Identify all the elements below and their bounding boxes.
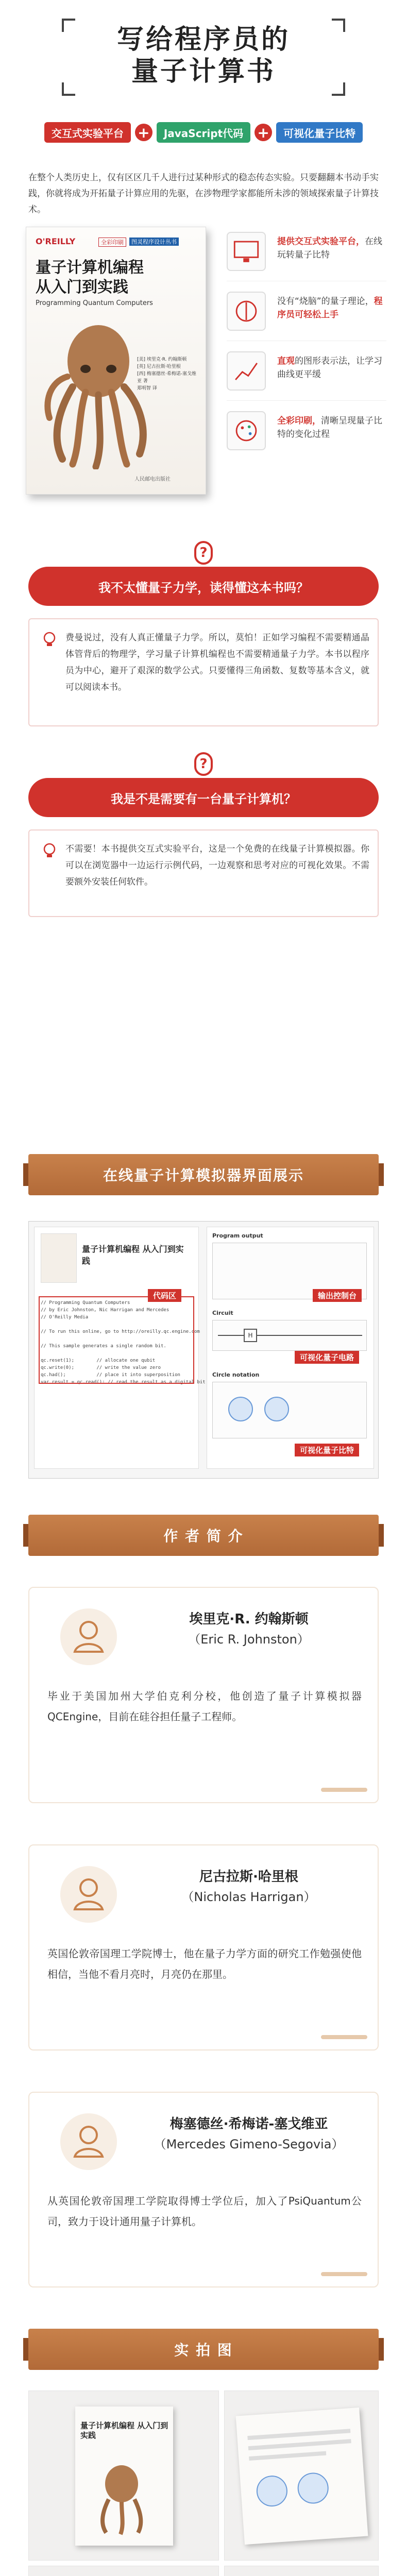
answer-text-1: 费曼说过，没有人真正懂量子力学。所以，莫怕！正如学习编程不需要精通晶体管背后的物理学，学习量子计算机编程也不需要精通量子力学。本书以程序员为中心，避开了艰深的数学公式。只要懂得三角函数、复数等基本含义，就可以阅读本书。 <box>65 633 369 692</box>
author-name: 埃里克·R. 约翰斯顿 <box>189 1612 309 1627</box>
label-output-console: 输出控制台 <box>313 1289 362 1302</box>
feature-tags <box>15 120 392 145</box>
book-title <box>36 258 144 297</box>
octopus-illustration <box>91 2463 152 2535</box>
series-badge: 图灵程序设计丛书 <box>129 238 179 246</box>
plus-icon: + <box>135 124 152 141</box>
question-mark-icon: ? <box>194 541 213 565</box>
program-output-title: Program output <box>212 1232 263 1239</box>
question-banner-2: 我是不是需要有一台量子计算机？ <box>28 778 379 817</box>
feature-item <box>227 281 386 341</box>
hero <box>0 0 407 113</box>
photo-book <box>75 2406 173 2546</box>
product-photo <box>224 2391 379 2561</box>
intro-paragraph: 在整个人类历史上，仅有区区几千人进行过某种形式的稳态传态实验。只要翻翻本书动手实践，你就将成为开拓量子计算应用的先驱，在涉物理学家都能所未涉的领域探索量子计算技术。 <box>28 173 379 215</box>
page-title-line1: 写给程序员的 <box>116 24 290 55</box>
person-icon <box>60 1608 117 1665</box>
qubit-circle <box>264 1397 289 1421</box>
feature-text: 提供交互式实验平台，在线玩转量子比特 <box>277 236 382 260</box>
lightbulb-icon <box>41 842 58 859</box>
bracket-decoration <box>332 19 345 32</box>
section-header-simulator: 在线量子计算模拟器界面展示 <box>28 1154 379 1195</box>
book-title-line1: 量子计算机编程 <box>36 259 144 277</box>
author-english-name: （Nicholas Harrigan） <box>181 1890 316 1904</box>
author-bio: 英国伦敦帝国理工学院博士，他在量子力学方面的研究工作勉强使他相信，当他不看月亮时，月亮仍在那里。 <box>47 1947 362 1980</box>
divider <box>321 2035 367 2039</box>
section-header-photos: 实 拍 图 <box>28 2329 379 2370</box>
section-header-authors: 作 者 简 介 <box>28 1515 379 1556</box>
page-title-line2: 量子计算书 <box>131 56 276 87</box>
title-box <box>62 19 345 96</box>
author-card <box>28 1844 379 2050</box>
book-cover <box>26 227 206 495</box>
product-photo <box>224 2566 379 2576</box>
plus-icon: + <box>255 124 272 141</box>
author-name: 梅塞德丝·希梅诺-塞戈维亚 <box>169 2116 328 2132</box>
product-photo <box>28 2391 219 2561</box>
photo-book-title: 量子计算机编程 从入门到实践 <box>80 2421 168 2440</box>
full-color-badge: 全彩印刷 <box>98 238 126 247</box>
publisher-name: 人民邮电出版社 <box>134 477 171 482</box>
tag-visual-qubits: 可视化量子比特 <box>276 122 363 143</box>
bracket-decoration <box>62 82 75 96</box>
sim-book-title: 量子计算机编程 从入门到实践 <box>82 1244 184 1266</box>
book-title-line2: 从入门到实践 <box>36 278 128 296</box>
author-english-name: （Mercedes Gimeno-Segovia） <box>154 2137 344 2151</box>
octopus-illustration <box>42 320 155 469</box>
author-bio: 毕业于美国加州大学伯克利分校，他创造了量子计算模拟器QCEngine，目前在硅谷担任量子工程师。 <box>47 1690 362 1723</box>
book-authors: [美] 埃里克·R. 约翰斯顿 [英] 尼古拉斯·哈里根 [西] 梅塞德丝·希梅诺-塞戈维亚 著 郑明智 译 <box>137 357 196 391</box>
code-editor[interactable]: // Programming Quantum Computers // by Eric Johnston, Nic Harrigan and Mercedes // O'Reilly Media // To run this online, go to http://oreilly.qc.engine.com // This sample generates a single random bit. qc.reset(1); // allocate one qubit qc.write(0); // write the value zero qc.had(); // place it into superposition var result = qc.read(); // read the result as a digital bit <box>41 1300 206 1385</box>
chart-icon <box>227 351 266 391</box>
feature-text: 全彩印刷，清晰呈现量子比特的变化过程 <box>277 416 382 439</box>
mini-book-cover <box>41 1233 77 1283</box>
book-subtitle: Programming Quantum Computers <box>36 299 153 307</box>
publisher-logo: O'REILLY <box>36 236 76 246</box>
brain-icon <box>227 292 266 331</box>
feature-text: 直观的图形表示法，让学习曲线更平缓 <box>277 356 382 380</box>
qubit-view <box>212 1382 367 1438</box>
tag-interactive-platform: 交互式实验平台 <box>44 122 131 143</box>
circuit-title: Circuit <box>212 1310 233 1316</box>
author-name: 尼古拉斯·哈里根 <box>199 1869 298 1885</box>
label-circuit: 可视化量子电路 <box>295 1351 359 1364</box>
monitor-icon <box>227 232 266 271</box>
author-card <box>28 2092 379 2287</box>
lightbulb-icon <box>41 631 58 648</box>
qubit-circle <box>228 1397 253 1421</box>
book-showcase <box>15 222 392 536</box>
feature-item <box>227 222 386 281</box>
divider <box>321 2272 367 2276</box>
circle-notation-title: Circle notation <box>212 1371 260 1378</box>
divider <box>321 1788 367 1792</box>
bracket-decoration <box>62 19 75 32</box>
person-icon <box>60 2113 117 2170</box>
code-panel <box>34 1227 206 1469</box>
feature-item <box>227 341 386 401</box>
author-card <box>28 1587 379 1803</box>
photo-book-inner <box>236 2408 368 2545</box>
label-qubits: 可视化量子比特 <box>295 1444 359 1456</box>
question-banner-1: 我不太懂量子力学，读得懂这本书吗？ <box>28 567 379 606</box>
simulator-screenshot <box>28 1221 379 1479</box>
product-photo <box>28 2566 219 2576</box>
answer-text-2: 不需要！本书提供交互式实验平台，这是一个免费的在线量子计算模拟器。你可以在浏览器中一边运行示例代码，一边观察和思考对应的可视化效果。不需要额外安装任何软件。 <box>65 844 369 887</box>
answer-card-1 <box>28 618 379 726</box>
output-panel <box>207 1227 374 1469</box>
answer-card-2 <box>28 829 379 917</box>
bracket-decoration <box>332 82 345 96</box>
label-code-area: 代码区 <box>148 1289 181 1302</box>
code-highlight-frame <box>39 1296 206 1385</box>
circuit-view: H <box>212 1320 367 1351</box>
feature-list <box>227 222 386 461</box>
person-icon <box>60 1866 117 1923</box>
feature-item <box>227 401 386 461</box>
author-english-name: （Eric R. Johnston） <box>188 1632 310 1647</box>
palette-icon <box>227 411 266 450</box>
tag-javascript-code: JavaScript代码 <box>157 122 250 143</box>
question-mark-icon: ? <box>194 752 213 776</box>
author-bio: 从英国伦敦帝国理工学院取得博士学位后，加入了PsiQuantum公司，致力于设计通用量子计算机。 <box>47 2195 362 2228</box>
feature-text: 没有“烧脑”的量子理论，程序员可轻松上手 <box>277 296 383 320</box>
